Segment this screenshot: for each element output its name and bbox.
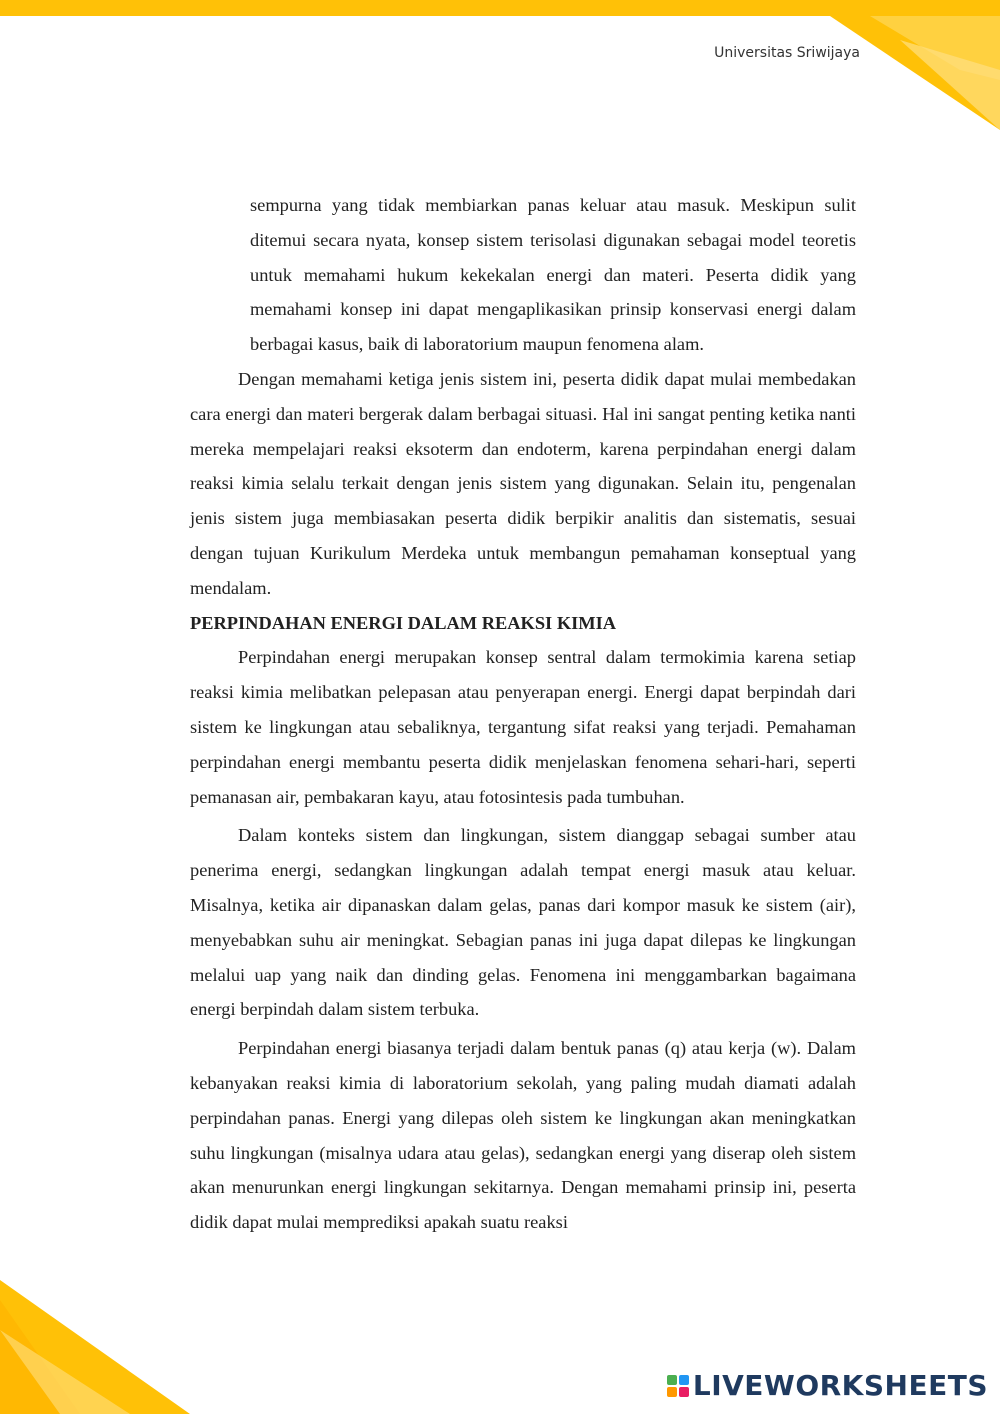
paragraph-isolated-system: sempurna yang tidak membiarkan panas keluar atau masuk. Meskipun sulit ditemui secara nyata, konsep sistem terisolasi digunakan sebagai model teoretis untuk memahami hukum kekekalan energi dan materi. Peserta didik yang memahami konsep ini dapat mengaplikasikan prinsip konservasi energi dalam berbagai kasus, baik di laboratorium maupun fenomena alam.	[250, 195, 856, 355]
paragraph-system-environment: Dalam konteks sistem dan lingkungan, sistem dianggap sebagai sumber atau penerima energi, sedangkan lingkungan adalah tempat energi masuk atau keluar. Misalnya, ketika air dipanaskan dalam gelas, panas dari kompor masuk ke sistem (air), menyebabkan suhu air meningkat. Sebagian panas ini juga dapat dilepas ke lingkungan melalui uap yang naik dan dinding gelas. Fenomena ini menggambarkan bagaimana energi berpindah dalam sistem terbuka.	[190, 825, 856, 1020]
logo-tile-l	[667, 1375, 677, 1385]
logo-mark-icon	[667, 1375, 689, 1397]
paragraph-system-types: Dengan memahami ketiga jenis sistem ini, peserta didik dapat mulai membedakan cara energi dan materi bergerak dalam berbagai situasi. Hal ini sangat penting ketika nanti mereka mempelajari reaksi eksoterm dan endoterm, karena perpindahan energi dalam reaksi kimia selalu terkait dengan jenis sistem yang digunakan. Selain itu, pengenalan jenis sistem juga membiasakan peserta didik berpikir analitis dan sistematis, sesuai dengan tujuan Kurikulum Merdeka untuk membangun pemahaman konseptual yang mendalam.	[190, 368, 856, 598]
top-banner-stripe	[0, 0, 1000, 16]
document-body	[190, 188, 856, 1240]
logo-tile-v	[667, 1387, 677, 1397]
logo-tile-i	[679, 1375, 689, 1385]
logo-tile-e	[679, 1387, 689, 1397]
logo-text: LIVEWORKSHEETS	[692, 1369, 988, 1402]
paragraph-energy-transfer-intro: Perpindahan energi merupakan konsep sentral dalam termokimia karena setiap reaksi kimia melibatkan pelepasan atau penyerapan energi. Energi dapat berpindah dari sistem ke lingkungan atau sebaliknya, tergantung sifat reaksi yang terjadi. Pemahaman perpindahan energi membantu peserta didik menjelaskan fenomena sehari-hari, seperti pemanasan air, pembakaran kayu, atau fotosintesis pada tumbuhan.	[190, 647, 856, 807]
liveworksheets-logo	[667, 1369, 988, 1402]
section-heading: PERPINDAHAN ENERGI DALAM REAKSI KIMIA	[190, 612, 617, 633]
header-institution: Universitas Sriwijaya	[714, 45, 860, 61]
paragraph-heat-work: Perpindahan energi biasanya terjadi dalam bentuk panas (q) atau kerja (w). Dalam kebanyakan reaksi kimia di laboratorium sekolah, yang paling mudah diamati adalah perpindahan panas. Energi yang dilepas oleh sistem ke lingkungan akan meningkatkan suhu lingkungan (misalnya udara atau gelas), sedangkan energi yang diserap oleh sistem akan menurunkan energi lingkungan sekitarnya. Dengan memahami prinsip ini, peserta didik dapat mulai memprediksi apakah suatu reaksi	[190, 1038, 856, 1233]
